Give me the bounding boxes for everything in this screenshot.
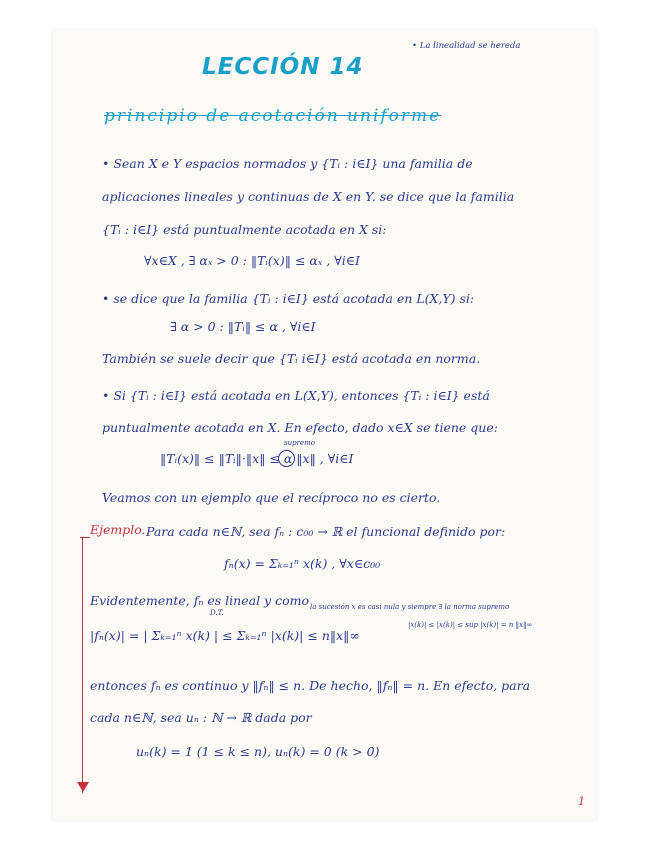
supremo-note: supremo (284, 439, 315, 447)
p3-line: También se suele decir que {Tᵢ i∈I} está acotada en norma. (102, 351, 481, 366)
note-above-inequality: la sucesión x es casi nula y siempre ∃ la norma supremo (310, 603, 510, 611)
red-margin-arrow (77, 782, 89, 792)
equation-norm-bound: ∃ α > 0 : ‖Tᵢ‖ ≤ α , ∀i∈I (170, 319, 316, 334)
page-number: 1 (578, 795, 585, 808)
notebook-page (52, 30, 597, 820)
corner-note: • La linealidad se hereda (412, 41, 521, 51)
p7-line: Evidentemente, fₙ es lineal y como (90, 593, 309, 608)
lesson-title: LECCIÓN 14 (202, 54, 364, 80)
lesson-subtitle: principio de acotación uniforme (104, 106, 442, 126)
dt-label: D.T. (210, 609, 224, 617)
equation-pointwise-bound: ∀x∈X , ∃ αₓ > 0 : ‖Tᵢ(x)‖ ≤ αₓ , ∀i∈I (144, 253, 360, 268)
p5-line: Veamos con un ejemplo que el recíproco no es cierto. (102, 490, 441, 505)
equation-un-def: uₙ(k) = 1 (1 ≤ k ≤ n), uₙ(k) = 0 (k > 0) (136, 744, 380, 759)
p1-line1: • Sean X e Y espacios normados y {Tᵢ : i∈I} una familia de (102, 156, 473, 171)
p6-line: Para cada n∈ℕ, sea fₙ : c₀₀ → ℝ el funcional definido por: (146, 524, 506, 539)
equation-functional-def: fₙ(x) = Σₖ₌₁ⁿ x(k) , ∀x∈c₀₀ (224, 556, 381, 571)
p8-line2: cada n∈ℕ, sea uₙ : ℕ → ℝ dada por (90, 710, 312, 725)
p1-line2: aplicaciones lineales y continuas de X en Y. se dice que la familia (102, 189, 515, 204)
p8-line1: entonces fₙ es continuo y ‖fₙ‖ ≤ n. De hecho, ‖fₙ‖ = n. En efecto, para (90, 678, 531, 693)
example-label: Ejemplo. (90, 522, 146, 537)
p1-line3: {Tᵢ : i∈I} está puntualmente acotada en X si: (102, 222, 387, 237)
p4-line2: puntualmente acotada en X. En efecto, dado x∈X se tiene que: (102, 420, 498, 435)
equation-operator-norm: ‖Tᵢ(x)‖ ≤ ‖Tᵢ‖·‖x‖ ≤ α ‖x‖ , ∀i∈I (160, 451, 354, 466)
equation-functional-bound: |fₙ(x)| = | Σₖ₌₁ⁿ x(k) | ≤ Σₖ₌₁ⁿ |x(k)| ≤ n‖x‖∞ (90, 628, 360, 643)
note-right-inequality: |x(k)| ≤ |x(k)| ≤ sup |x(k)| = n ‖x‖∞ (408, 621, 533, 629)
p4-line1: • Si {Tᵢ : i∈I} está acotada en L(X,Y), entonces {Tᵢ : i∈I} está (102, 388, 490, 403)
p2-line: • se dice que la familia {Tᵢ : i∈I} está acotada en L(X,Y) si: (102, 291, 475, 306)
red-margin-line (82, 538, 83, 793)
